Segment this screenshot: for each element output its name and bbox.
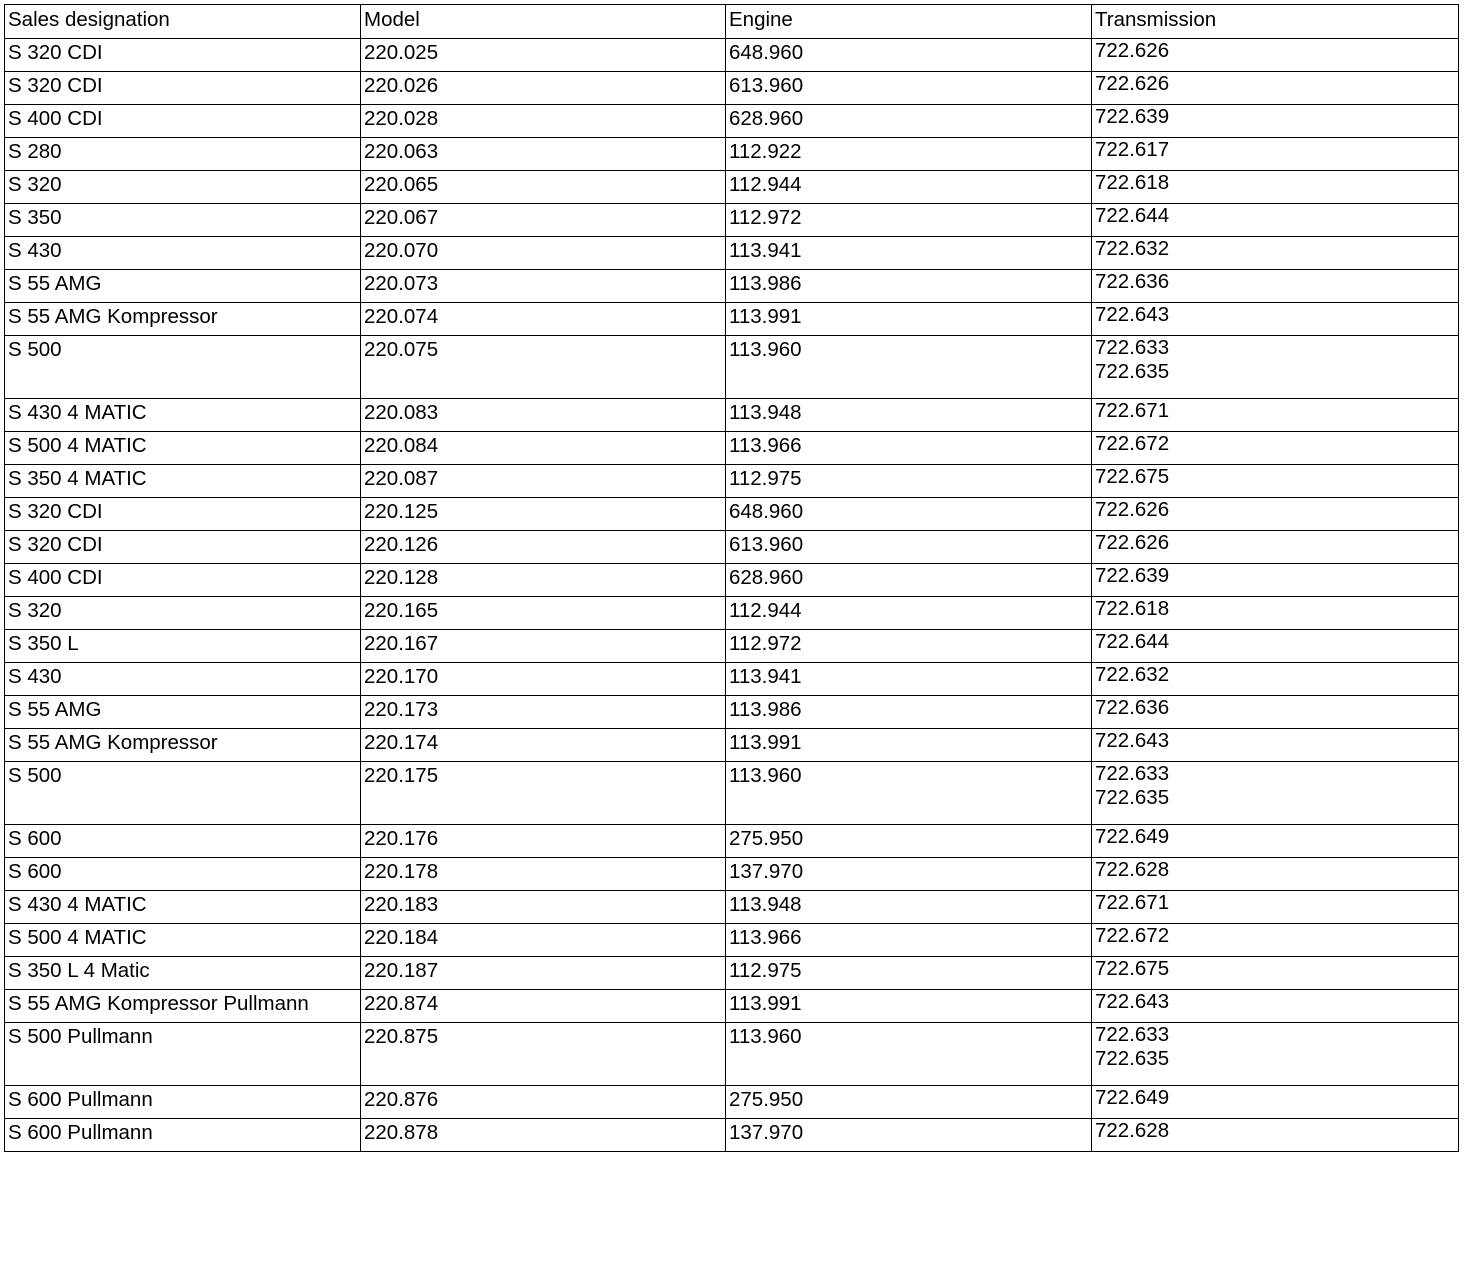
transmission-code: 722.639	[1095, 564, 1170, 587]
engine-cell: 113.966	[726, 432, 1092, 465]
model-cell: 220.026	[361, 72, 726, 105]
transmission-cell	[1092, 858, 1459, 891]
transmission-code: 722.632	[1095, 237, 1170, 260]
transmission-cell	[1092, 204, 1459, 237]
model-cell: 220.187	[361, 957, 726, 990]
engine-cell: 113.991	[726, 990, 1092, 1023]
model-cell: 220.178	[361, 858, 726, 891]
transmission-cell	[1092, 399, 1459, 432]
transmission-code: 722.643	[1095, 729, 1170, 752]
engine-cell: 648.960	[726, 39, 1092, 72]
engine-cell: 113.991	[726, 729, 1092, 762]
table-row	[5, 399, 1459, 432]
transmission-cell	[1092, 1086, 1459, 1119]
table-row	[5, 1086, 1459, 1119]
transmission-code: 722.636	[1095, 696, 1170, 719]
engine-cell: 113.986	[726, 270, 1092, 303]
sales-designation-cell: S 430	[5, 237, 361, 270]
transmission-code: 722.672	[1095, 924, 1170, 947]
transmission-code: 722.626	[1095, 39, 1170, 62]
sales-designation-cell: S 400 CDI	[5, 105, 361, 138]
transmission-cell	[1092, 105, 1459, 138]
transmission-code: 722.671	[1095, 891, 1170, 914]
transmission-code: 722.628	[1095, 1119, 1170, 1142]
sales-designation-cell: S 320 CDI	[5, 72, 361, 105]
table-row	[5, 138, 1459, 171]
sales-designation-cell: S 500 4 MATIC	[5, 432, 361, 465]
engine-cell: 113.966	[726, 924, 1092, 957]
table-row	[5, 663, 1459, 696]
transmission-cell	[1092, 303, 1459, 336]
sales-designation-cell: S 430 4 MATIC	[5, 891, 361, 924]
model-cell: 220.083	[361, 399, 726, 432]
transmission-code: 722.626	[1095, 498, 1170, 521]
engine-cell: 648.960	[726, 498, 1092, 531]
sales-designation-cell: S 55 AMG Kompressor Pullmann	[5, 990, 361, 1023]
model-cell: 220.175	[361, 762, 726, 825]
transmission-cell	[1092, 72, 1459, 105]
transmission-cell	[1092, 1119, 1459, 1152]
table-row	[5, 105, 1459, 138]
table-row	[5, 696, 1459, 729]
sales-designation-cell: S 430	[5, 663, 361, 696]
transmission-code: 722.643	[1095, 990, 1170, 1013]
model-cell: 220.126	[361, 531, 726, 564]
transmission-cell	[1092, 729, 1459, 762]
transmission-code: 722.618	[1095, 171, 1170, 194]
transmission-code: 722.649	[1095, 825, 1170, 848]
table-row	[5, 498, 1459, 531]
model-cell: 220.084	[361, 432, 726, 465]
sales-designation-cell: S 350 4 MATIC	[5, 465, 361, 498]
transmission-cell	[1092, 138, 1459, 171]
sales-designation-cell: S 500 4 MATIC	[5, 924, 361, 957]
engine-cell: 112.972	[726, 630, 1092, 663]
transmission-code: 722.633	[1095, 1023, 1170, 1046]
sales-designation-cell: S 500	[5, 336, 361, 399]
table-row	[5, 270, 1459, 303]
table-body	[5, 39, 1459, 1152]
transmission-code: 722.633	[1095, 336, 1170, 359]
transmission-code: 722.635	[1095, 360, 1170, 383]
transmission-code: 722.649	[1095, 1086, 1170, 1109]
transmission-code: 722.644	[1095, 204, 1170, 227]
table-row	[5, 858, 1459, 891]
transmission-cell	[1092, 237, 1459, 270]
transmission-code: 722.626	[1095, 72, 1170, 95]
engine-cell: 112.944	[726, 171, 1092, 204]
table-row	[5, 204, 1459, 237]
sales-designation-cell: S 600 Pullmann	[5, 1086, 361, 1119]
sales-designation-cell: S 320 CDI	[5, 498, 361, 531]
table-row	[5, 630, 1459, 663]
vehicle-designation-table	[4, 4, 1459, 1152]
engine-cell: 137.970	[726, 858, 1092, 891]
transmission-cell	[1092, 696, 1459, 729]
table-row	[5, 72, 1459, 105]
sales-designation-cell: S 400 CDI	[5, 564, 361, 597]
table-row	[5, 564, 1459, 597]
engine-cell: 112.944	[726, 597, 1092, 630]
engine-cell: 628.960	[726, 105, 1092, 138]
transmission-code: 722.643	[1095, 303, 1170, 326]
engine-cell: 113.948	[726, 891, 1092, 924]
transmission-code: 722.671	[1095, 399, 1170, 422]
sales-designation-cell: S 55 AMG	[5, 696, 361, 729]
engine-cell: 112.922	[726, 138, 1092, 171]
sales-designation-cell: S 55 AMG Kompressor	[5, 303, 361, 336]
table-row	[5, 336, 1459, 399]
transmission-cell	[1092, 891, 1459, 924]
engine-cell: 113.960	[726, 336, 1092, 399]
model-cell: 220.170	[361, 663, 726, 696]
sales-designation-cell: S 350 L	[5, 630, 361, 663]
transmission-cell	[1092, 762, 1459, 825]
transmission-code: 722.633	[1095, 762, 1170, 785]
model-cell: 220.876	[361, 1086, 726, 1119]
header-sales-designation: Sales designation	[5, 5, 361, 39]
table-row	[5, 891, 1459, 924]
transmission-code: 722.618	[1095, 597, 1170, 620]
model-cell: 220.874	[361, 990, 726, 1023]
table-row	[5, 924, 1459, 957]
model-cell: 220.074	[361, 303, 726, 336]
table-row	[5, 1023, 1459, 1086]
engine-cell: 113.941	[726, 663, 1092, 696]
model-cell: 220.073	[361, 270, 726, 303]
table-row	[5, 237, 1459, 270]
model-cell: 220.875	[361, 1023, 726, 1086]
sales-designation-cell: S 55 AMG Kompressor	[5, 729, 361, 762]
table-row	[5, 303, 1459, 336]
engine-cell: 113.991	[726, 303, 1092, 336]
model-cell: 220.065	[361, 171, 726, 204]
model-cell: 220.087	[361, 465, 726, 498]
model-cell: 220.070	[361, 237, 726, 270]
sales-designation-cell: S 320	[5, 171, 361, 204]
engine-cell: 113.960	[726, 1023, 1092, 1086]
model-cell: 220.184	[361, 924, 726, 957]
engine-cell: 113.986	[726, 696, 1092, 729]
sales-designation-cell: S 350	[5, 204, 361, 237]
sales-designation-cell: S 430 4 MATIC	[5, 399, 361, 432]
model-cell: 220.028	[361, 105, 726, 138]
transmission-code: 722.675	[1095, 465, 1170, 488]
table-row	[5, 465, 1459, 498]
transmission-cell	[1092, 924, 1459, 957]
transmission-cell	[1092, 957, 1459, 990]
sales-designation-cell: S 600 Pullmann	[5, 1119, 361, 1152]
transmission-cell	[1092, 1023, 1459, 1086]
transmission-code: 722.672	[1095, 432, 1170, 455]
transmission-code: 722.617	[1095, 138, 1170, 161]
transmission-cell	[1092, 990, 1459, 1023]
engine-cell: 628.960	[726, 564, 1092, 597]
table-row	[5, 762, 1459, 825]
engine-cell: 112.972	[726, 204, 1092, 237]
table-row	[5, 597, 1459, 630]
transmission-code: 722.635	[1095, 1047, 1170, 1070]
transmission-cell	[1092, 498, 1459, 531]
table-row	[5, 531, 1459, 564]
model-cell: 220.165	[361, 597, 726, 630]
transmission-cell	[1092, 432, 1459, 465]
model-cell: 220.125	[361, 498, 726, 531]
model-cell: 220.174	[361, 729, 726, 762]
table-row	[5, 432, 1459, 465]
model-cell: 220.063	[361, 138, 726, 171]
engine-cell: 113.948	[726, 399, 1092, 432]
sales-designation-cell: S 350 L 4 Matic	[5, 957, 361, 990]
model-cell: 220.173	[361, 696, 726, 729]
sales-designation-cell: S 55 AMG	[5, 270, 361, 303]
transmission-cell	[1092, 564, 1459, 597]
transmission-cell	[1092, 597, 1459, 630]
model-cell: 220.128	[361, 564, 726, 597]
transmission-code: 722.639	[1095, 105, 1170, 128]
sales-designation-cell: S 500 Pullmann	[5, 1023, 361, 1086]
transmission-cell	[1092, 336, 1459, 399]
transmission-cell	[1092, 663, 1459, 696]
engine-cell: 112.975	[726, 957, 1092, 990]
engine-cell: 113.941	[726, 237, 1092, 270]
transmission-code: 722.636	[1095, 270, 1170, 293]
engine-cell: 613.960	[726, 531, 1092, 564]
transmission-cell	[1092, 39, 1459, 72]
table-header	[5, 5, 1459, 39]
model-cell: 220.183	[361, 891, 726, 924]
header-transmission: Transmission	[1092, 5, 1459, 39]
table-row	[5, 825, 1459, 858]
transmission-cell	[1092, 171, 1459, 204]
table-row	[5, 171, 1459, 204]
table-row	[5, 957, 1459, 990]
model-cell: 220.176	[361, 825, 726, 858]
transmission-code: 722.644	[1095, 630, 1170, 653]
transmission-cell	[1092, 465, 1459, 498]
engine-cell: 137.970	[726, 1119, 1092, 1152]
sales-designation-cell: S 320 CDI	[5, 531, 361, 564]
model-cell: 220.878	[361, 1119, 726, 1152]
table-row	[5, 990, 1459, 1023]
transmission-code: 722.632	[1095, 663, 1170, 686]
transmission-cell	[1092, 531, 1459, 564]
header-model: Model	[361, 5, 726, 39]
transmission-code: 722.635	[1095, 786, 1170, 809]
transmission-code: 722.675	[1095, 957, 1170, 980]
sales-designation-cell: S 320 CDI	[5, 39, 361, 72]
transmission-cell	[1092, 825, 1459, 858]
engine-cell: 275.950	[726, 1086, 1092, 1119]
transmission-code: 722.626	[1095, 531, 1170, 554]
sales-designation-cell: S 280	[5, 138, 361, 171]
model-cell: 220.025	[361, 39, 726, 72]
engine-cell: 113.960	[726, 762, 1092, 825]
sales-designation-cell: S 600	[5, 858, 361, 891]
table-row	[5, 39, 1459, 72]
table-row	[5, 729, 1459, 762]
transmission-code: 722.628	[1095, 858, 1170, 881]
transmission-cell	[1092, 270, 1459, 303]
header-row	[5, 5, 1459, 39]
transmission-cell	[1092, 630, 1459, 663]
sales-designation-cell: S 600	[5, 825, 361, 858]
engine-cell: 112.975	[726, 465, 1092, 498]
model-cell: 220.067	[361, 204, 726, 237]
table-row	[5, 1119, 1459, 1152]
model-cell: 220.075	[361, 336, 726, 399]
sales-designation-cell: S 320	[5, 597, 361, 630]
engine-cell: 275.950	[726, 825, 1092, 858]
sales-designation-cell: S 500	[5, 762, 361, 825]
header-engine: Engine	[726, 5, 1092, 39]
engine-cell: 613.960	[726, 72, 1092, 105]
model-cell: 220.167	[361, 630, 726, 663]
